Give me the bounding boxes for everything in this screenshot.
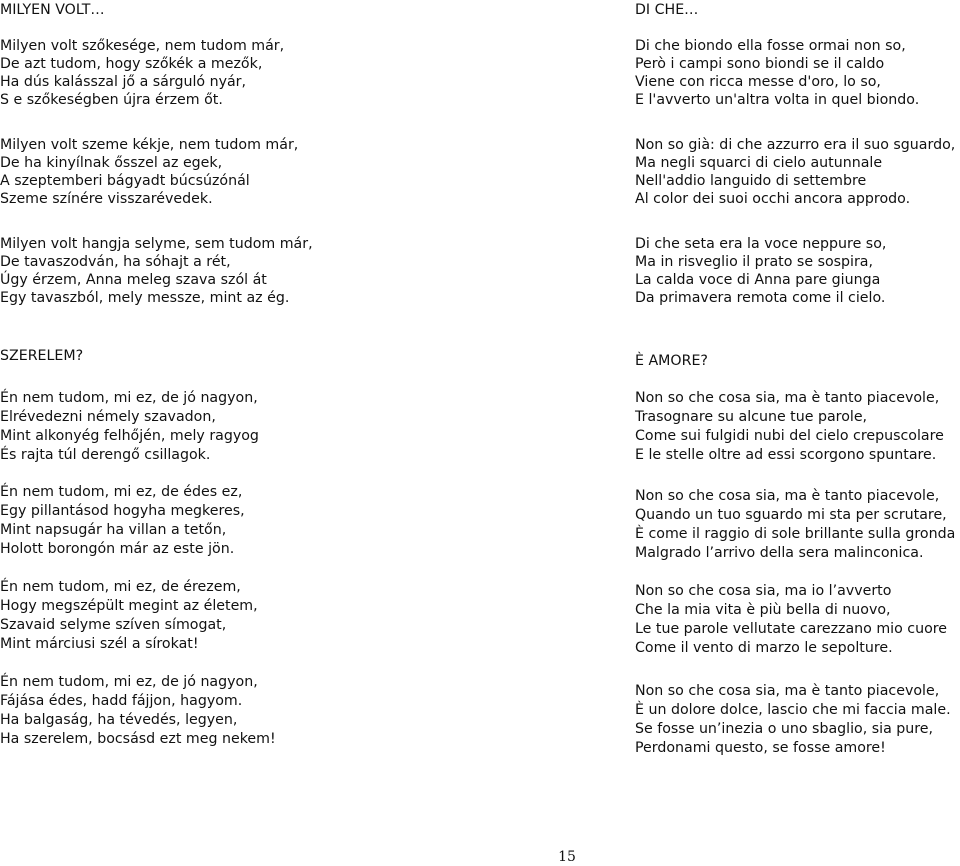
poem2-hu-s1-l2: Elrévedezni némely szavadon,: [0, 409, 216, 425]
poem2-hu-s1-l1: Én nem tudom, mi ez, de jó nagyon,: [0, 390, 258, 406]
poem1-hu-s2-l3: A szeptemberi bágyadt búcsúzónál: [0, 173, 250, 189]
poem1-it-s1-l3: Viene con ricca messe d'oro, lo so,: [635, 74, 881, 90]
poem1-it-s3-l2: Ma in risveglio il prato se sospira,: [635, 254, 874, 270]
poem1-hu-s1-l4: S e szőkeségben újra érzem őt.: [0, 92, 223, 108]
poem1-it-s3-l3: La calda voce di Anna pare giunga: [635, 272, 881, 288]
poem2-hu-s1-l3: Mint alkonyég felhőjén, mely ragyog: [0, 428, 259, 444]
poem2-title-hu: SZERELEM?: [0, 348, 84, 364]
poem1-hu-s3-l1: Milyen volt hangja selyme, sem tudom már,: [0, 236, 313, 252]
poem2-title-it: È AMORE?: [635, 353, 708, 369]
poem2-hu-s3-l4: Mint márciusi szél a sírokat!: [0, 636, 199, 652]
poem2-hu-s2-l4: Holott borongón már az este jön.: [0, 541, 235, 557]
poem2-it-s4-l3: Se fosse un’inezia o uno sbaglio, sia pure,: [635, 721, 934, 737]
poem1-hu-s3-l3: Úgy érzem, Anna meleg szava szól át: [0, 272, 267, 288]
poem2-it-s2-l1: Non so che cosa sia, ma è tanto piacevole,: [635, 488, 940, 504]
poem2-it-s1-l1: Non so che cosa sia, ma è tanto piacevole,: [635, 390, 940, 406]
poem1-hu-s2-l1: Milyen volt szeme kékje, nem tudom már,: [0, 137, 299, 153]
poem2-it-s4-l1: Non so che cosa sia, ma è tanto piacevole,: [635, 683, 940, 699]
poem2-hu-s2-l3: Mint napsugár ha villan a tetőn,: [0, 522, 227, 538]
poem1-hu-s1-l2: De azt tudom, hogy szőkék a mezők,: [0, 56, 263, 72]
poem2-it-s1-l3: Come sui fulgidi nubi del cielo crepuscolare: [635, 428, 944, 444]
poem1-hu-s3-l4: Egy tavaszból, mely messze, mint az ég.: [0, 290, 290, 306]
poem1-title-it: DI CHE…: [635, 2, 699, 18]
poem1-it-s3-l4: Da primavera remota come il cielo.: [635, 290, 886, 306]
poem2-hu-s4-l3: Ha balgaság, ha tévedés, legyen,: [0, 712, 238, 728]
poem2-it-s3-l3: Le tue parole vellutate carezzano mio cuore: [635, 621, 948, 637]
poem2-it-s3-l4: Come il vento di marzo le sepolture.: [635, 640, 893, 656]
poem2-hu-s4-l4: Ha szerelem, bocsásd ezt meg nekem!: [0, 731, 276, 747]
poem1-it-s1-l2: Però i campi sono biondi se il caldo: [635, 56, 885, 72]
poem1-it-s2-l2: Ma negli squarci di cielo autunnale: [635, 155, 883, 171]
poem1-title-hu: MILYEN VOLT…: [0, 2, 105, 18]
poem2-hu-s2-l1: Én nem tudom, mi ez, de édes ez,: [0, 484, 243, 500]
poem1-hu-s3-l2: De tavaszodván, ha sóhajt a rét,: [0, 254, 231, 270]
poem2-it-s2-l2: Quando un tuo sguardo mi sta per scrutare,: [635, 507, 947, 523]
poem2-hu-s4-l2: Fájása édes, hadd fájjon, hagyom.: [0, 693, 243, 709]
poem1-hu-s1-l3: Ha dús kalásszal jő a sárguló nyár,: [0, 74, 247, 90]
poem2-it-s4-l4: Perdonami questo, se fosse amore!: [635, 740, 886, 756]
poem2-it-s1-l4: E le stelle oltre ad essi scorgono spuntare.: [635, 447, 937, 463]
poem2-it-s1-l2: Trasognare su alcune tue parole,: [635, 409, 868, 425]
poem2-hu-s3-l2: Hogy megszépült megint az életem,: [0, 598, 258, 614]
poem1-hu-s2-l2: De ha kinyílnak ősszel az egek,: [0, 155, 223, 171]
poem2-it-s3-l1: Non so che cosa sia, ma io l’avverto: [635, 583, 892, 599]
poem2-hu-s2-l2: Egy pillantásod hogyha megkeres,: [0, 503, 245, 519]
poem2-hu-s4-l1: Én nem tudom, mi ez, de jó nagyon,: [0, 674, 258, 690]
poem2-hu-s3-l3: Szavaid selyme szíven símogat,: [0, 617, 227, 633]
poem1-it-s2-l4: Al color dei suoi occhi ancora approdo.: [635, 191, 911, 207]
poem2-hu-s1-l4: És rajta túl derengő csillagok.: [0, 447, 211, 463]
poem1-it-s1-l4: E l'avverto un'altra volta in quel biondo.: [635, 92, 920, 108]
poem1-it-s1-l1: Di che biondo ella fosse ormai non so,: [635, 38, 906, 54]
poem1-it-s3-l1: Di che seta era la voce neppure so,: [635, 236, 887, 252]
poem2-it-s3-l2: Che la mia vita è più bella di nuovo,: [635, 602, 891, 618]
poem1-hu-s2-l4: Szeme színére visszarévedek.: [0, 191, 213, 207]
poem1-hu-s1-l1: Milyen volt szőkesége, nem tudom már,: [0, 38, 285, 54]
page-number: 15: [558, 849, 576, 865]
poem1-it-s2-l3: Nell'addio languido di settembre: [635, 173, 867, 189]
poem2-hu-s3-l1: Én nem tudom, mi ez, de érezem,: [0, 579, 241, 595]
poem2-it-s4-l2: È un dolore dolce, lascio che mi faccia male.: [635, 702, 951, 718]
poem2-it-s2-l4: Malgrado l’arrivo della sera malinconica.: [635, 545, 924, 561]
poem1-it-s2-l1: Non so già: di che azzurro era il suo sguardo,: [635, 137, 956, 153]
poem2-it-s2-l3: È come il raggio di sole brillante sulla gronda: [635, 526, 956, 542]
